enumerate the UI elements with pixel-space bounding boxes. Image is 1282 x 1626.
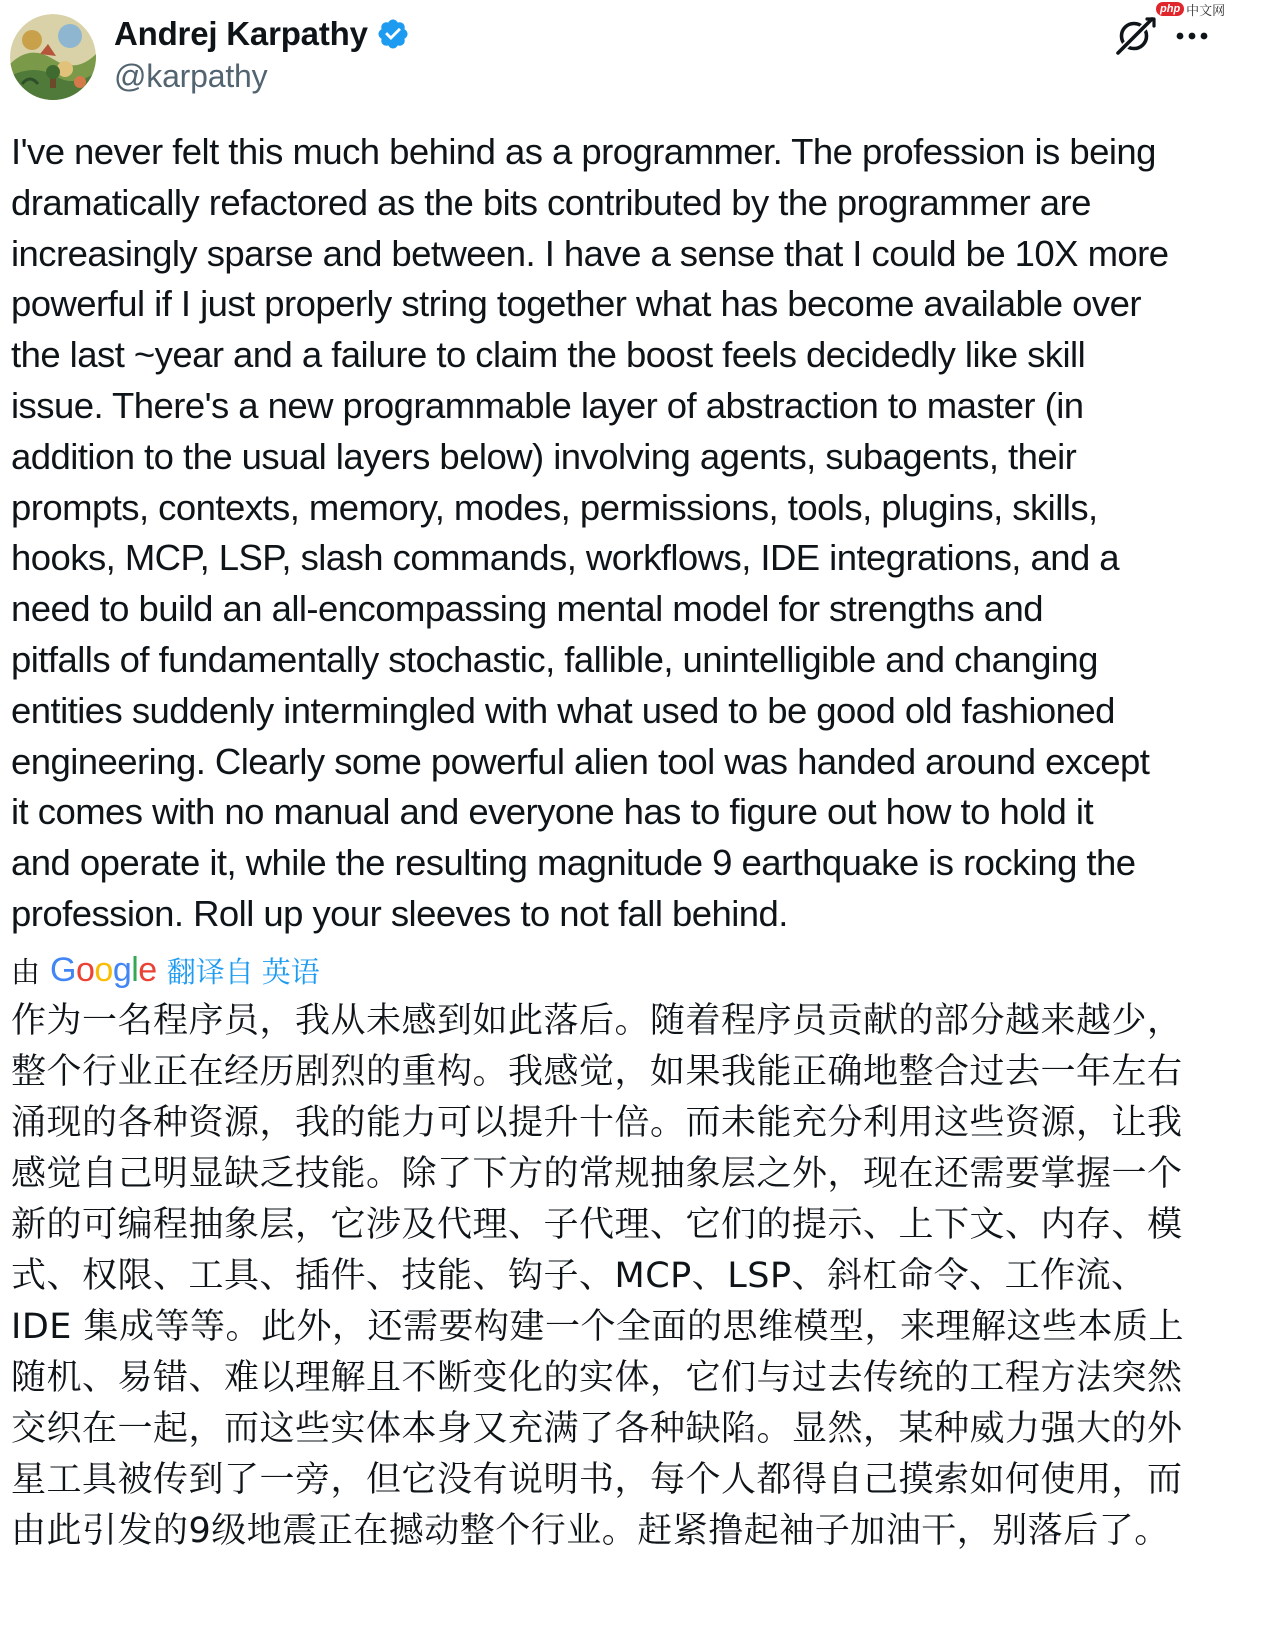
translated-text: 作为一名程序员，我从未感到如此落后。随着程序员贡献的部分越来越少， 整个行业正在经历剧烈的重构。我感觉，如果我能正确地整合过去一年左右 涌现的各种资源，我的能力可以提升十倍。而未能充分利用这些资源，让我 感觉自己明显缺乏技能。除了下方的常规抽象层之外，现在还需要掌握一个 新的可编程抽象层，它涉及代理、子代理、它们的提示、上下文、内存、模 式、权限、工具、插件、技能、钩子、MCP、LSP、斜杠命令、工作流、 IDE 集成等等。此外，还需要构建一个全面的思维模型，来理解这些本质上 随机、易错、难以理解且不断变化的实体，它们与过去传统的工程方法突然 交织在一起，而这些实体本身又充满了各种缺陷。显然，某种威力强大的外 星工具被传到了一旁，但它没有说明书，每个人都得自己摸索如何使用，而 由此引发的9级地震正在撼动整个行业。赶紧撸起袖子加油干，别落后了。: [11, 1001, 1185, 1551]
verified-badge-icon[interactable]: [376, 17, 410, 51]
watermark: [1156, 0, 1225, 18]
translation-attribution: [11, 948, 320, 992]
author-block: [114, 14, 410, 95]
avatar[interactable]: [10, 14, 96, 100]
display-name[interactable]: Andrej Karpathy: [114, 15, 368, 52]
translation-by-label: 由: [11, 956, 41, 989]
tweet-header: [0, 0, 1282, 110]
watermark-site: 中文网: [1186, 2, 1226, 18]
watermark-logo: php: [1156, 2, 1184, 16]
avatar-illustration: [10, 14, 96, 100]
translate-source-link[interactable]: 翻译自 英语: [166, 956, 320, 989]
more-dots-icon[interactable]: [1172, 22, 1212, 50]
tweet-text: I've never felt this much behind as a programmer. The profession is being dramatically refactored as the bits contributed by the programmer are increasingly sparse and between. I have a sense that I could be 10X more powerful if I just properly string together what has become available over the last ~year and a failure to claim the boost feels decidedly like skill issue. There's a new programmable layer of abstraction to master (in addition to the usual layers below) involving agents, subagents, their prompts, contexts, memory, modes, permissions, tools, plugins, skills, hooks, MCP, LSP, slash commands, workflows, IDE integrations, and a need to build an all-encompassing mental model for strengths and pitfalls of fundamentally stochastic, fallible, unintelligible and changing entities suddenly intermingled with what used to be good old fashioned engineering. Clearly some powerful alien tool was handed around except it comes with no manual and everyone has to figure out how to hold it and operate it, while the resulting magnitude 9 earthquake is rocking the profession. Roll up your sleeves to not fall behind.: [11, 131, 1169, 934]
display-name-row: [114, 14, 410, 54]
grok-icon[interactable]: [1113, 14, 1157, 58]
handle[interactable]: @karpathy: [114, 58, 268, 94]
google-logo: Google: [50, 950, 157, 989]
